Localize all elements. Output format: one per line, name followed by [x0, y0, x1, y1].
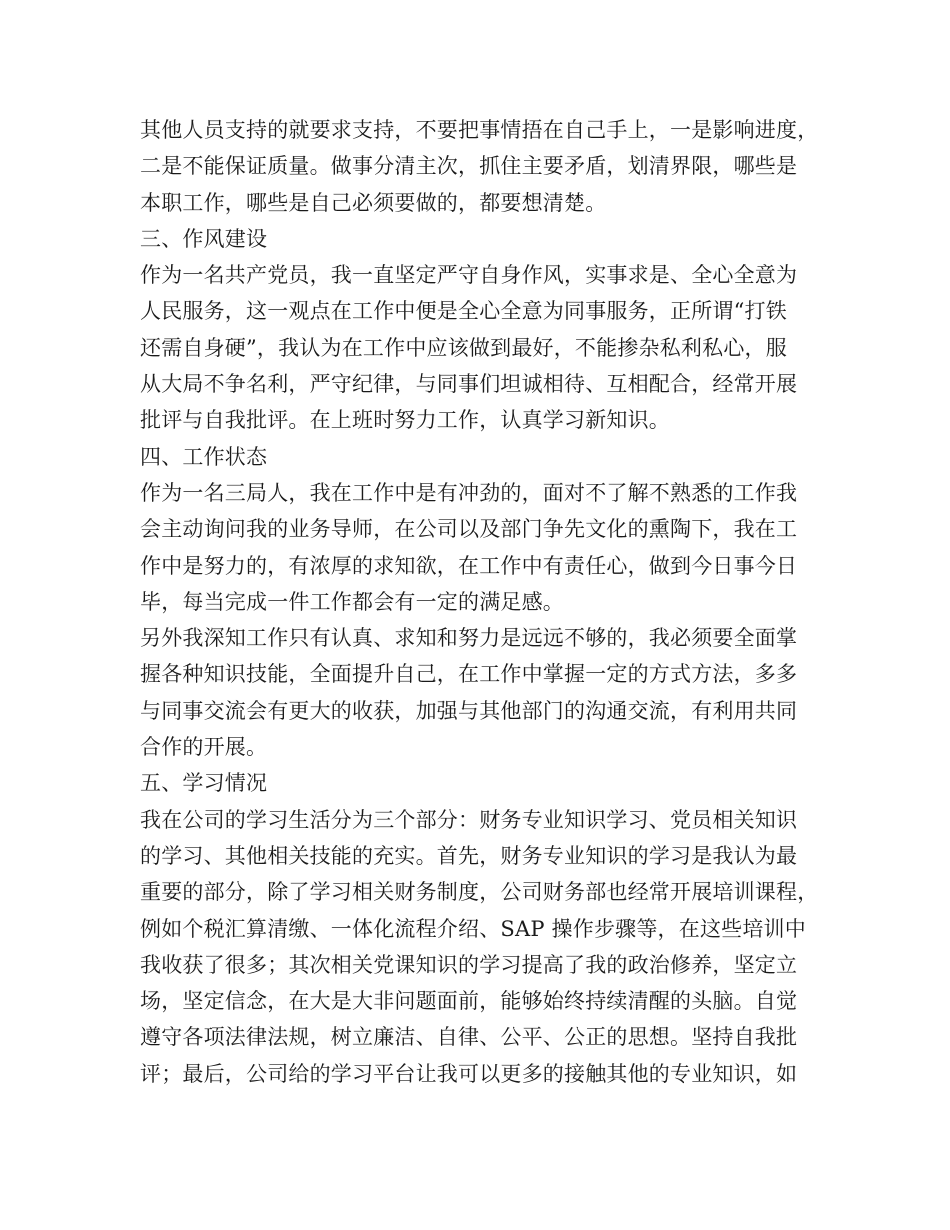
- body-text-line: 场，坚定信念，在大是大非问题面前，能够始终持续清醒的头脑。自觉: [140, 989, 798, 1014]
- body-text-line: 其他人员支持的就要求支持，不要把事情捂在自己手上，一是影响进度，: [140, 118, 819, 142]
- body-text-line: 二是不能保证质量。做事分清主次，抓住主要矛盾，划清界限，哪些是: [140, 154, 798, 179]
- body-text-line: 另外我深知工作只有认真、求知和努力是远远不够的，我必须要全面掌: [140, 626, 798, 651]
- body-text-line: 毕，每当完成一件工作都会有一定的满足感。: [140, 589, 564, 614]
- body-text-line: 的学习、其他相关技能的充实。首先，财务专业知识的学习是我认为最: [140, 843, 798, 868]
- section-heading-study: 五、学习情况: [140, 771, 268, 796]
- body-text-line: 作中是努力的，有浓厚的求知欲，在工作中有责任心，做到今日事今日: [140, 553, 798, 578]
- document-body: [140, 112, 830, 1092]
- body-text-line: 合作的开展。: [140, 735, 268, 760]
- body-text-line: 与同事交流会有更大的收获，加强与其他部门的沟通交流，有利用共同: [140, 698, 798, 723]
- body-text-line: 评；最后，公司给的学习平台让我可以更多的接触其他的专业知识，如: [140, 1061, 798, 1086]
- body-text-line: 从大局不争名利，严守纪律，与同事们坦诚相待、互相配合，经常开展: [140, 372, 798, 397]
- body-text-line: 遵守各项法律法规，树立廉洁、自律、公平、公正的思想。坚持自我批: [140, 1025, 798, 1050]
- body-text-line: 作为一名共产党员，我一直坚定严守自身作风，实事求是、全心全意为: [140, 263, 798, 288]
- body-text-line: 重要的部分，除了学习相关财务制度，公司财务部也经常开展培训课程，: [140, 880, 819, 905]
- body-text-line: 我收获了很多；其次相关党课知识的学习提高了我的政治修养，坚定立: [140, 952, 798, 977]
- body-text-line: 我在公司的学习生活分为三个部分：财务专业知识学习、党员相关知识: [140, 807, 798, 832]
- section-heading-work-style: 三、作风建设: [140, 226, 268, 251]
- body-text-line: 作为一名三局人，我在工作中是有冲劲的，面对不了解不熟悉的工作我: [140, 480, 798, 505]
- body-text-line: 例如个税汇算清缴、一体化流程介绍、SAP 操作步骤等，在这些培训中: [140, 916, 806, 941]
- body-text-line: 还需自身硬”，我认为在工作中应该做到最好，不能掺杂私利私心，服: [140, 335, 787, 360]
- section-heading-work-status: 四、工作状态: [140, 444, 268, 469]
- body-text-line: 本职工作，哪些是自己必须要做的，都要想清楚。: [140, 190, 607, 215]
- body-text-line: 批评与自我批评。在上班时努力工作，认真学习新知识。: [140, 408, 670, 433]
- body-text-line: 人民服务，这一观点在工作中便是全心全意为同事服务，正所谓“打铁: [140, 299, 787, 324]
- body-text-line: 握各种知识技能，全面提升自己，在工作中掌握一定的方式方法，多多: [140, 662, 798, 687]
- body-text-line: 会主动询问我的业务导师，在公司以及部门争先文化的熏陶下，我在工: [140, 517, 798, 542]
